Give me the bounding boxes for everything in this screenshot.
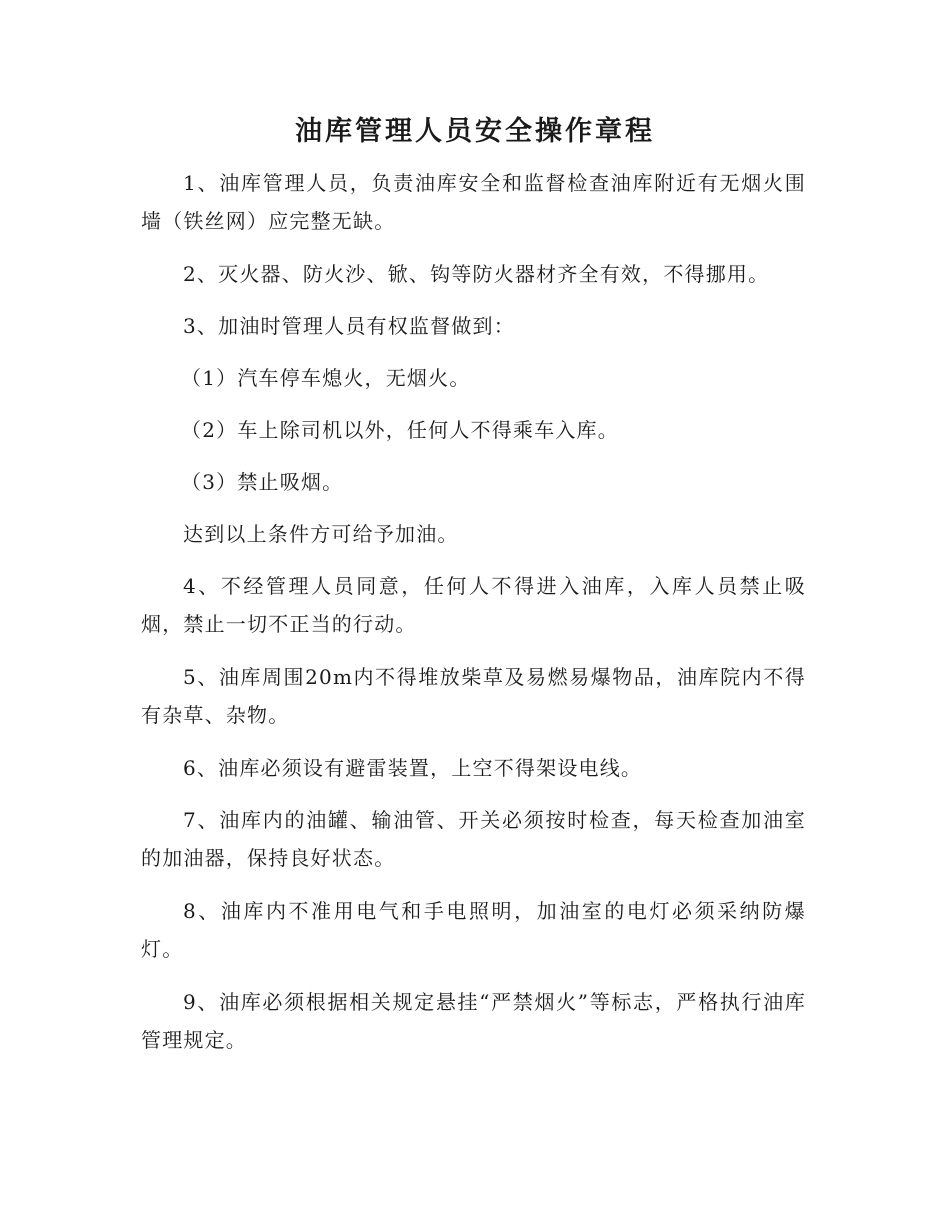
paragraph-rule-6: 6、油库必须设有避雷装置，上空不得架设电线。 [183, 756, 643, 780]
document-title: 油库管理人员安全操作章程 [295, 116, 655, 147]
paragraph-rule-1: 1、油库管理人员，负责油库安全和监督检查油库附近有无烟火围墙（铁丝网）应完整无缺。 [141, 171, 806, 233]
paragraph-rule-5: 5、油库周围20m内不得堆放柴草及易燃易爆物品，油库院内不得有杂草、杂物。 [141, 665, 806, 727]
document-body [141, 164, 806, 1074]
paragraph-rule-9: 9、油库必须根据相关规定悬挂“严禁烟火”等标志，严格执行油库管理规定。 [141, 990, 806, 1052]
paragraph-rule-3-conclusion: 达到以上条件方可给予加油。 [183, 522, 459, 546]
paragraph-rule-4: 4、不经管理人员同意，任何人不得进入油库，入库人员禁止吸烟，禁止一切不正当的行动。 [141, 574, 806, 636]
paragraph-rule-3: 3、加油时管理人员有权监督做到： [183, 314, 515, 338]
paragraph-rule-2: 2、灭火器、防火沙、锨、钩等防火器材齐全有效，不得挪用。 [183, 262, 770, 286]
paragraph-rule-3-item-3: （3）禁止吸烟。 [181, 470, 344, 494]
paragraph-rule-8: 8、油库内不准用电气和手电照明，加油室的电灯必须采纳防爆灯。 [141, 899, 806, 961]
paragraph-rule-7: 7、油库内的油罐、输油管、开关必须按时检查，每天检查加油室的加油器，保持良好状态。 [141, 808, 806, 870]
paragraph-rule-3-item-2: （2）车上除司机以外，任何人不得乘车入库。 [181, 418, 619, 442]
paragraph-rule-3-item-1: （1）汽车停车熄火，无烟火。 [181, 366, 471, 390]
